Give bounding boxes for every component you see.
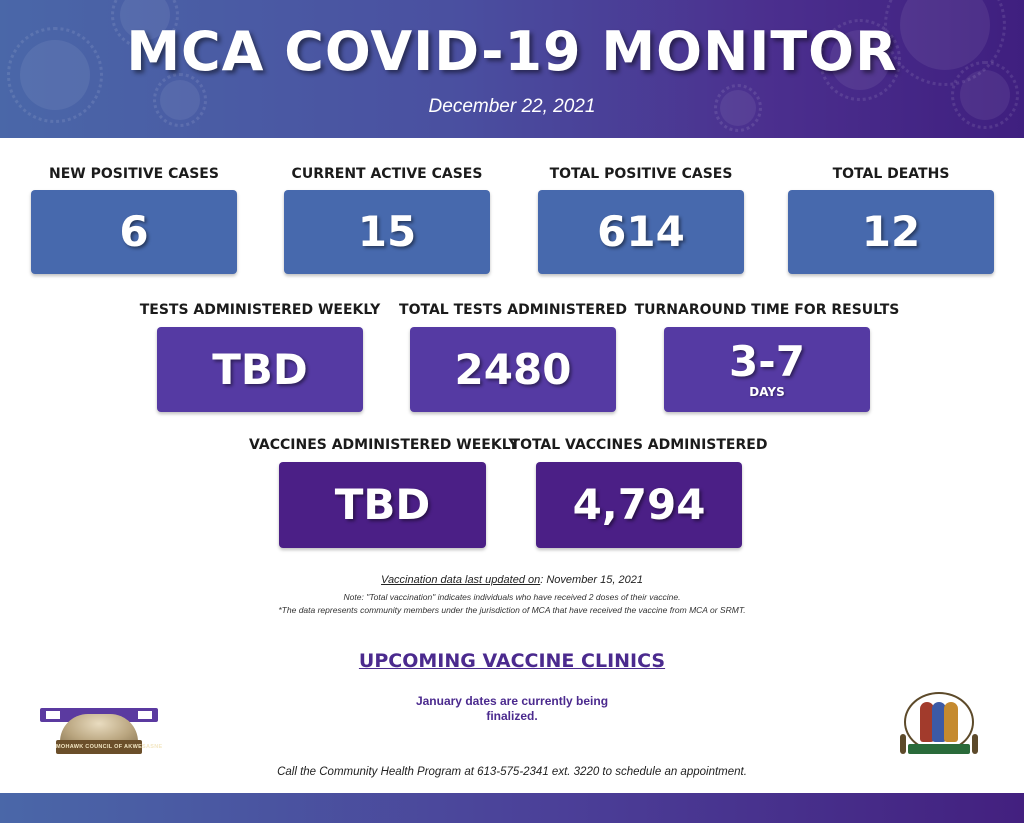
stat-label: TOTAL TESTS ADMINISTERED [399,302,627,318]
stat-value: TBD [212,344,308,394]
contact-text: Call the Community Health Program at 613-575-2341 ext. 3220 to schedule an appointment. [277,766,747,778]
stat-value: TBD [334,480,431,529]
report-date: December 22, 2021 [428,96,596,117]
stat-total-vaccines-administered [510,437,768,549]
stat-box [788,190,994,274]
footer-bar [0,793,1024,823]
jurisdiction-note: *The data represents community members under the jurisdiction of MCA that have received the vaccine from MCA or SRMT. [278,605,746,615]
stat-label: TESTS ADMINISTERED WEEKLY [139,302,381,318]
stat-box [157,327,363,412]
stat-total-deaths [788,166,994,276]
stat-box [538,190,744,274]
stat-new-positive-cases [31,166,237,276]
vaccination-definition-note: Note: "Total vaccination" indicates individuals who have received 2 doses of their vaccine. [343,592,681,602]
stat-box [536,462,742,548]
stat-total-positive-cases [538,166,744,276]
logo-stripe [46,711,60,719]
stat-vaccines-administered-weekly [249,437,519,549]
logo-base [908,744,970,754]
clinics-title: UPCOMING VACCINE CLINICS [358,650,666,672]
logo-figure [944,702,958,742]
clinics-text: January dates are currently being finalized. [415,694,609,723]
page-title: MCA COVID-19 MONITOR [126,20,898,83]
stat-value: 3-7 [729,336,805,386]
stat-label: CURRENT ACTIVE CASES [291,166,483,182]
logo-stripe [138,711,152,719]
stat-current-active-cases [284,166,490,276]
mohawk-council-logo [40,700,163,758]
stat-value: 15 [357,207,417,256]
stat-box [284,190,490,274]
stat-box [279,462,486,548]
stat-box [31,190,237,274]
logo-plate-text: MOHAWK COUNCIL OF AKWESASNE [56,740,142,754]
feather-icon [900,734,906,754]
stat-box [410,327,616,412]
stat-unit: DAYS [749,384,785,399]
stat-turnaround-time [634,302,900,412]
update-date: : November 15, 2021 [540,574,643,586]
stat-label: TOTAL POSITIVE CASES [549,166,733,182]
stat-value: 614 [597,207,685,256]
stat-box [664,327,870,412]
feather-icon [972,734,978,754]
stat-label: TOTAL DEATHS [832,166,950,182]
stat-label: TURNAROUND TIME FOR RESULTS [634,302,900,318]
stat-value: 6 [119,207,149,256]
stat-label: VACCINES ADMINISTERED WEEKLY [249,437,519,453]
stat-tests-administered-weekly [139,302,381,412]
header-banner [0,0,1024,138]
stat-value: 2480 [454,344,572,394]
vaccination-update-note [0,574,1024,586]
stat-label: TOTAL VACCINES ADMINISTERED [510,437,768,453]
stat-value: 12 [861,207,921,256]
stat-label: NEW POSITIVE CASES [49,166,219,182]
stat-value: 4,794 [572,480,706,529]
community-health-logo [894,690,984,764]
stat-total-tests-administered [399,302,627,412]
update-label: Vaccination data last updated on [381,574,541,586]
